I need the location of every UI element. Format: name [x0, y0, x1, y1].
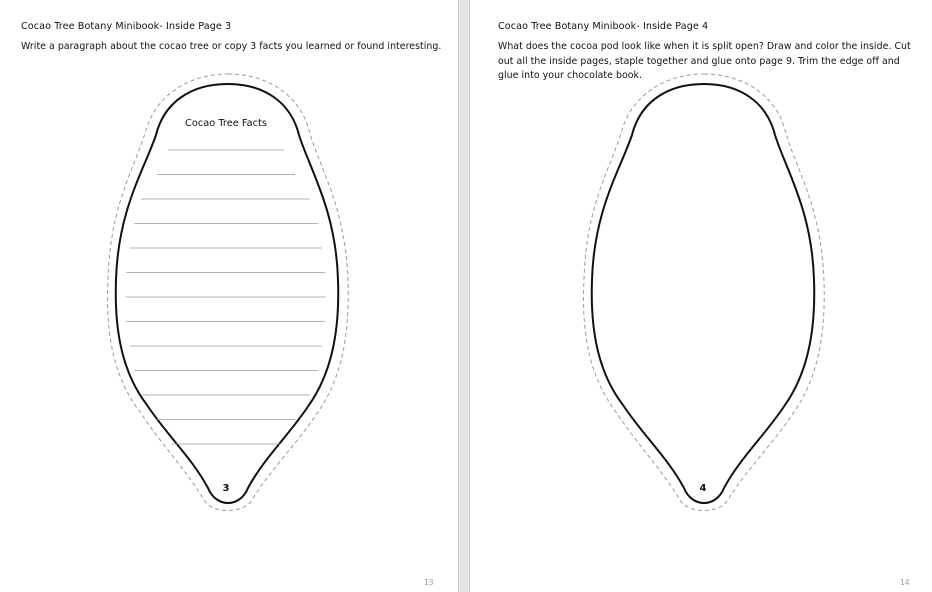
- page-instructions: Write a paragraph about the cocao tree or copy 3 facts you learned or found interesting.: [21, 41, 442, 52]
- pod-outline: [116, 84, 339, 503]
- pod-heading: Cocao Tree Facts: [185, 118, 267, 129]
- page-title: Cocao Tree Botany Minibook- Inside Page 3: [21, 21, 232, 32]
- pod-page-number: 3: [222, 483, 230, 494]
- page-footer-number: 14: [900, 578, 910, 587]
- page-13: [0, 0, 458, 592]
- pod-page-number: 4: [699, 483, 707, 494]
- page-instructions: What does the cocoa pod look like when it is split open? Draw and color the inside. Cut out all the inside pages, staple together and glue onto page 9. Trim the edge off and glue into your chocolate book.: [498, 41, 911, 81]
- page-title: Cocao Tree Botany Minibook- Inside Page 4: [498, 21, 709, 32]
- page-gutter: [458, 0, 470, 592]
- page-footer-number: 13: [424, 578, 434, 587]
- cocoa-pod-cutout: [470, 0, 932, 592]
- pod-outline: [592, 84, 815, 503]
- page-14: [470, 0, 932, 592]
- cocoa-pod-cutout: [0, 0, 458, 592]
